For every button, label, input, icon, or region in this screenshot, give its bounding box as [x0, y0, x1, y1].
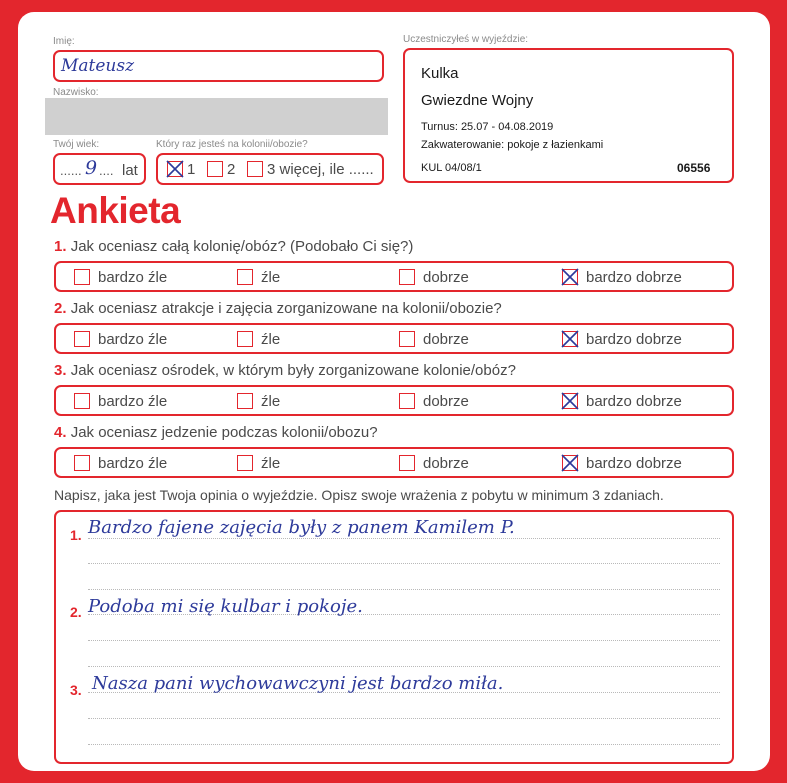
q3-option-label: bardzo dobrze — [586, 393, 682, 410]
q1-checkbox-bardzo-zle[interactable] — [74, 269, 90, 285]
q2-option-label: bardzo źle — [98, 331, 168, 348]
survey-title: Ankieta — [50, 190, 181, 231]
name-label: Imię: — [53, 36, 75, 47]
question-3-text — [54, 362, 516, 379]
age-dots-prefix: ...... — [60, 163, 82, 178]
question-label: Jak oceniasz atrakcje i zajęcia zorganizowane na kolonii/obozie? — [70, 300, 502, 317]
times-label: Który raz jesteś na kolonii/obozie? — [156, 139, 308, 150]
q3-checkbox-dobrze[interactable] — [399, 393, 415, 409]
question-number: 3. — [54, 362, 67, 379]
q1-checkbox-zle[interactable] — [237, 269, 253, 285]
q1-option-label: bardzo źle — [98, 269, 168, 286]
surname-redaction — [45, 98, 388, 135]
question-number: 4. — [54, 424, 67, 441]
q3-option-label: dobrze — [423, 393, 469, 410]
writing-line — [88, 666, 720, 667]
question-label: Jak oceniasz całą kolonię/obóz? (Podobało Ci się?) — [70, 238, 414, 255]
q2-checkbox-bardzo-dobrze[interactable] — [562, 331, 578, 347]
times-field — [156, 153, 384, 185]
stamp-line-1: Kulka — [421, 65, 459, 82]
answer-1-text: Bardzo fajene zajęcia były z panem Kamilem P. — [88, 517, 515, 538]
question-2-text — [54, 300, 502, 317]
age-label: Twój wiek: — [53, 139, 100, 150]
answer-1-number: 1. — [70, 527, 82, 543]
q3-checkbox-bardzo-dobrze[interactable] — [562, 393, 578, 409]
q2-checkbox-zle[interactable] — [237, 331, 253, 347]
check-mark-icon — [560, 267, 580, 287]
writing-line — [88, 640, 720, 641]
name-field[interactable] — [53, 50, 384, 82]
times-checkbox-1[interactable] — [167, 161, 183, 177]
question-label: Jak oceniasz ośrodek, w którym były zorganizowane kolonie/obóz? — [70, 362, 516, 379]
answer-3-text: Nasza pani wychowawczyni jest bardzo miła. — [92, 673, 504, 694]
writing-line — [88, 563, 720, 564]
check-mark-icon — [165, 159, 185, 179]
stamp-code: KUL 04/08/1 — [421, 162, 482, 174]
q3-option-label: źle — [261, 393, 281, 410]
times-checkbox-3[interactable] — [247, 161, 263, 177]
question-1-text — [54, 238, 413, 255]
check-mark-icon — [560, 391, 580, 411]
name-value: Mateusz — [61, 56, 135, 76]
q4-option-label: bardzo źle — [98, 455, 168, 472]
q1-option-label: bardzo dobrze — [586, 269, 682, 286]
q2-checkbox-dobrze[interactable] — [399, 331, 415, 347]
stamp-zakwaterowanie: Zakwaterowanie: pokoje z łazienkami — [421, 139, 604, 151]
writing-line — [88, 538, 720, 539]
q1-checkbox-dobrze[interactable] — [399, 269, 415, 285]
q4-checkbox-bardzo-zle[interactable] — [74, 455, 90, 471]
q4-checkbox-zle[interactable] — [237, 455, 253, 471]
question-number: 2. — [54, 300, 67, 317]
age-unit: lat — [122, 162, 138, 179]
q4-option-label: bardzo dobrze — [586, 455, 682, 472]
writing-line — [88, 589, 720, 590]
question-1-options — [54, 261, 734, 292]
question-4-options — [54, 447, 734, 478]
check-mark-icon — [560, 329, 580, 349]
q4-checkbox-bardzo-dobrze[interactable] — [562, 455, 578, 471]
q2-checkbox-bardzo-zle[interactable] — [74, 331, 90, 347]
question-3-options — [54, 385, 734, 416]
answer-2-number: 2. — [70, 604, 82, 620]
age-dots-suffix: .... — [99, 163, 114, 178]
writing-line — [88, 718, 720, 719]
q3-checkbox-zle[interactable] — [237, 393, 253, 409]
stamp-number: 06556 — [677, 161, 711, 175]
question-number: 1. — [54, 238, 67, 255]
answer-2-text: Podoba mi się kulbar i pokoje. — [88, 596, 363, 617]
stamp-box — [403, 48, 734, 183]
participant-label: Uczestniczyłeś w wyjeździe: — [403, 34, 529, 45]
q1-option-label: źle — [261, 269, 281, 286]
stamp-turnus: Turnus: 25.07 - 04.08.2019 — [421, 121, 554, 133]
stamp-line-2: Gwiezdne Wojny — [421, 92, 534, 109]
check-mark-icon — [560, 453, 580, 473]
q3-option-label: bardzo źle — [98, 393, 168, 410]
q2-option-label: bardzo dobrze — [586, 331, 682, 348]
age-field[interactable] — [53, 153, 146, 185]
times-option-2: 2 — [227, 161, 236, 178]
q2-option-label: dobrze — [423, 331, 469, 348]
q4-checkbox-dobrze[interactable] — [399, 455, 415, 471]
opinion-box[interactable] — [54, 510, 734, 764]
q1-option-label: dobrze — [423, 269, 469, 286]
q3-checkbox-bardzo-zle[interactable] — [74, 393, 90, 409]
q1-checkbox-bardzo-dobrze[interactable] — [562, 269, 578, 285]
times-checkbox-2[interactable] — [207, 161, 223, 177]
age-value: 9 — [85, 157, 98, 179]
q4-option-label: dobrze — [423, 455, 469, 472]
times-option-1: 1 — [187, 161, 196, 178]
writing-line — [88, 744, 720, 745]
question-4-text — [54, 424, 378, 441]
q2-option-label: źle — [261, 331, 281, 348]
opinion-prompt: Napisz, jaka jest Twoja opinia o wyjeździe. Opisz swoje wrażenia z pobytu w minimum 3 zdaniach. — [54, 487, 664, 503]
q4-option-label: źle — [261, 455, 281, 472]
question-2-options — [54, 323, 734, 354]
question-label: Jak oceniasz jedzenie podczas kolonii/obozu? — [70, 424, 378, 441]
surname-label: Nazwisko: — [53, 87, 99, 98]
times-option-3: 3 więcej, ile ...... — [267, 161, 374, 178]
answer-3-number: 3. — [70, 682, 82, 698]
